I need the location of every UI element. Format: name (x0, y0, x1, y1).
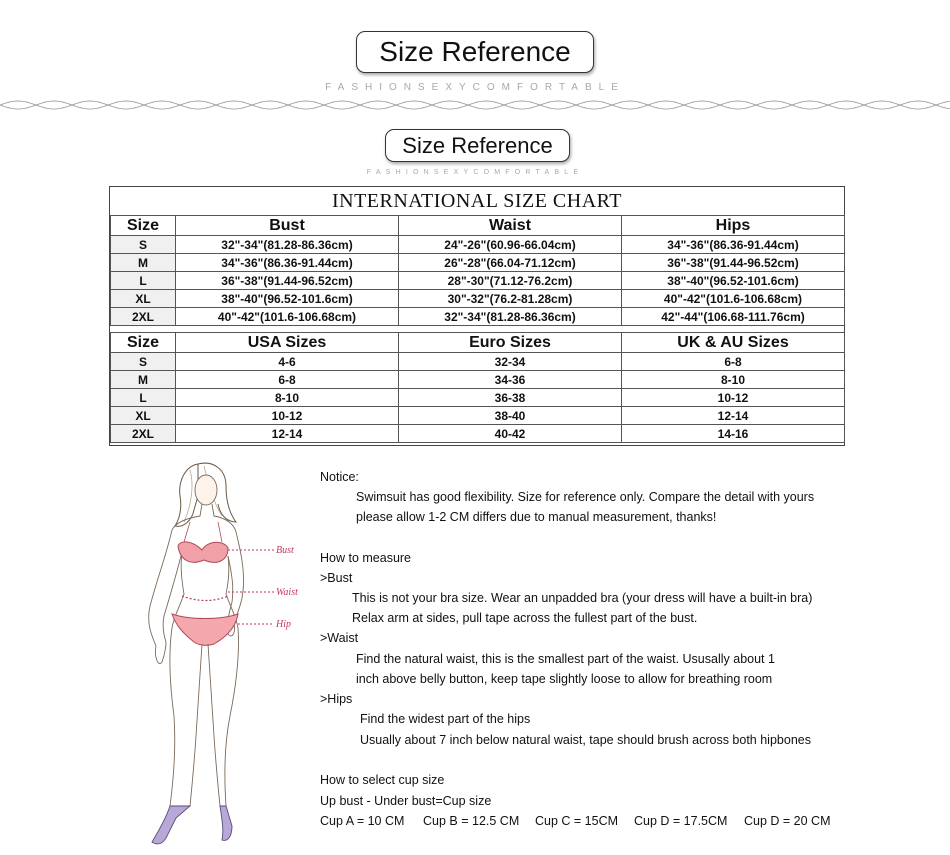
bust-line: Relax arm at sides, pull tape across the fullest part of the bust. (352, 611, 698, 625)
table-row (111, 407, 845, 425)
size-reference-title: Size Reference (356, 31, 594, 73)
table-row (111, 308, 845, 326)
hips-line: Usually about 7 inch below natural waist, tape should brush across both hipbones (360, 733, 811, 747)
size-cell: M (111, 371, 176, 389)
size-cell: XL (111, 290, 176, 308)
size-cell: M (111, 254, 176, 272)
size-cell: 2XL (111, 425, 176, 443)
legs (170, 628, 239, 806)
value-cell: 32"-34"(81.28-86.36cm) (176, 236, 399, 254)
waist-label: Waist (276, 587, 298, 598)
value-cell: 40-42 (399, 425, 622, 443)
value-cell: 8-10 (176, 389, 399, 407)
notice-line: please allow 1-2 CM differs due to manual measurement, thanks! (356, 510, 717, 524)
left-shoe (152, 806, 190, 844)
column-header: Euro Sizes (399, 333, 622, 353)
value-cell: 10-12 (622, 389, 845, 407)
bust-label: Bust (276, 545, 294, 556)
table-row (111, 389, 845, 407)
value-cell: 12-14 (622, 407, 845, 425)
cup-size-c: Cup C = 15CM (535, 814, 619, 828)
value-cell: 34"-36"(86.36-91.44cm) (622, 236, 845, 254)
value-cell: 10-12 (176, 407, 399, 425)
value-cell: 24"-26"(60.96-66.04cm) (399, 236, 622, 254)
value-cell: 42"-44"(106.68-111.76cm) (622, 308, 845, 326)
cup-size-a: Cup A = 10 CM (320, 814, 405, 828)
column-header: Hips (622, 216, 845, 236)
torso-outline (172, 504, 236, 532)
cup-heading: How to select cup size (320, 773, 445, 787)
value-cell: 36"-38"(91.44-96.52cm) (622, 254, 845, 272)
value-cell: 30"-32"(76.2-81.28cm) (399, 290, 622, 308)
cup-size-d: Cup D = 17.5CM (634, 814, 728, 828)
table-row (111, 353, 845, 371)
value-cell: 4-6 (176, 353, 399, 371)
size-cell: XL (111, 407, 176, 425)
column-header: UK & AU Sizes (622, 333, 845, 353)
value-cell: 34-36 (399, 371, 622, 389)
waist-line: Find the natural waist, this is the smallest part of the waist. Ususally about 1 (356, 652, 775, 666)
value-cell: 38"-40"(96.52-101.6cm) (622, 272, 845, 290)
value-cell: 36"-38"(91.44-96.52cm) (176, 272, 399, 290)
value-cell: 38"-40"(96.52-101.6cm) (176, 290, 399, 308)
cup-size-d-20: Cup D = 20 CM (744, 814, 831, 828)
value-cell: 14-16 (622, 425, 845, 443)
international-size-chart (109, 186, 845, 446)
value-cell: 34"-36"(86.36-91.44cm) (176, 254, 399, 272)
cup-formula: Up bust - Under bust=Cup size (320, 794, 492, 808)
body-measurement-figure (128, 456, 318, 851)
right-shoe (220, 806, 232, 840)
wave-divider (0, 97, 950, 113)
table-row (111, 272, 845, 290)
notice-heading: Notice: (320, 470, 359, 484)
hips-line: Find the widest part of the hips (360, 712, 531, 726)
size-cell: L (111, 272, 176, 290)
value-cell: 12-14 (176, 425, 399, 443)
hip-label: Hip (276, 619, 291, 630)
measurement-table (110, 215, 845, 326)
how-to-measure-heading: How to measure (320, 551, 412, 565)
bust-heading: >Bust (320, 571, 353, 585)
table-row (111, 425, 845, 443)
size-cell: L (111, 389, 176, 407)
value-cell: 38-40 (399, 407, 622, 425)
table-row (111, 371, 845, 389)
size-cell: 2XL (111, 308, 176, 326)
bust-line: This is not your bra size. Wear an unpadded bra (your dress will have a built-in bra) (352, 591, 813, 605)
value-cell: 40"-42"(101.6-106.68cm) (622, 290, 845, 308)
column-header: Bust (176, 216, 399, 236)
brand-tagline: FASHIONSEXYCOMFORTABLE (325, 82, 625, 93)
value-cell: 6-8 (622, 353, 845, 371)
bikini-bottom (172, 614, 238, 645)
size-cell: S (111, 236, 176, 254)
cup-size-b: Cup B = 12.5 CM (423, 814, 520, 828)
conversion-table (110, 332, 845, 443)
value-cell: 8-10 (622, 371, 845, 389)
size-cell: S (111, 353, 176, 371)
bikini-top (178, 542, 228, 562)
right-arm (228, 532, 244, 624)
column-header: Size (111, 216, 176, 236)
brand-tagline-small: FASHIONSEXYCOMFORTABLE (366, 169, 584, 176)
value-cell: 32"-34"(81.28-86.36cm) (399, 308, 622, 326)
value-cell: 28"-30"(71.12-76.2cm) (399, 272, 622, 290)
waist-line: inch above belly button, keep tape slightly loose to allow for breathing room (356, 672, 773, 686)
value-cell: 40"-42"(101.6-106.68cm) (176, 308, 399, 326)
table-row (111, 236, 845, 254)
waist-heading: >Waist (320, 631, 359, 645)
left-arm (149, 530, 182, 646)
hips-heading: >Hips (320, 692, 353, 706)
value-cell: 26"-28"(66.04-71.12cm) (399, 254, 622, 272)
head (195, 475, 217, 505)
notice-line: Swimsuit has good flexibility. Size for reference only. Compare the detail with yours (356, 490, 815, 504)
size-reference-subtitle: Size Reference (385, 129, 570, 162)
column-header: USA Sizes (176, 333, 399, 353)
value-cell: 6-8 (176, 371, 399, 389)
table-row (111, 290, 845, 308)
value-cell: 36-38 (399, 389, 622, 407)
table-row (111, 254, 845, 272)
chart-title: INTERNATIONAL SIZE CHART (331, 190, 623, 212)
column-header: Size (111, 333, 176, 353)
column-header: Waist (399, 216, 622, 236)
value-cell: 32-34 (399, 353, 622, 371)
